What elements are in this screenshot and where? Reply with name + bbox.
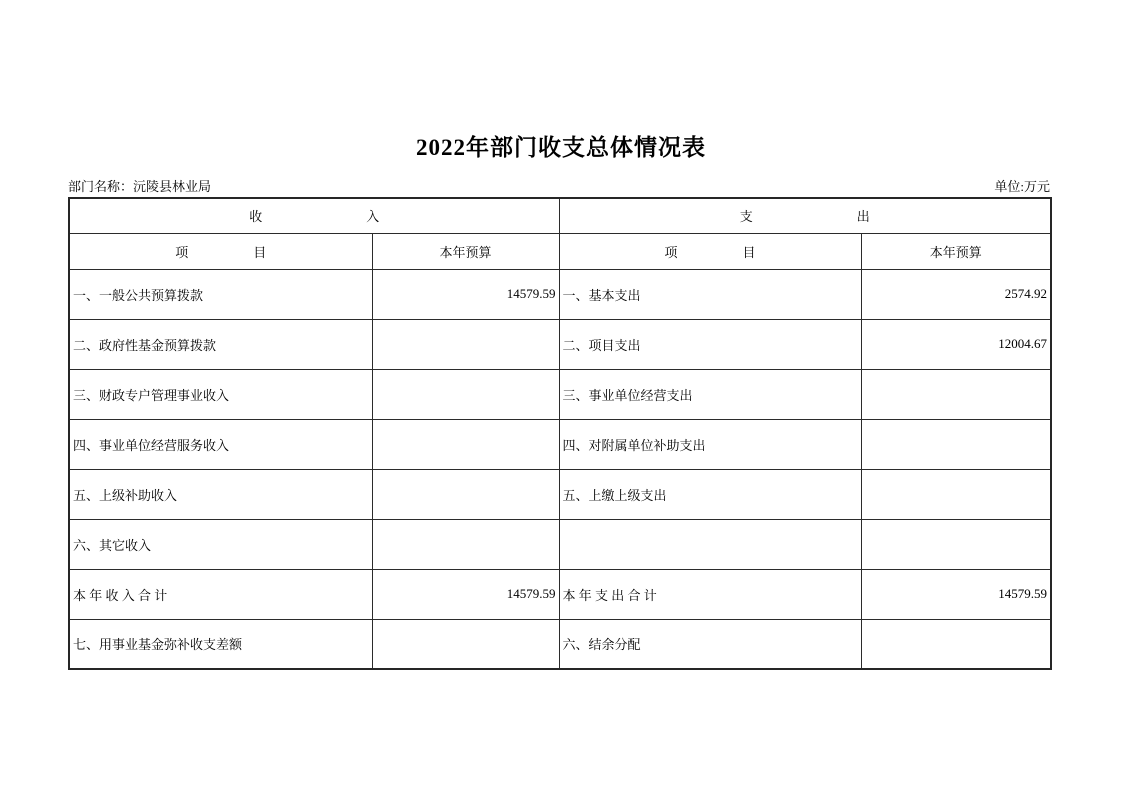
income-value-cell [372, 369, 559, 419]
page-title: 2022年部门收支总体情况表 [416, 135, 706, 160]
income-item-cell: 本 年 收 入 合 计 [69, 569, 372, 619]
expense-value-cell: 14579.59 [861, 569, 1051, 619]
table-row [69, 419, 1051, 469]
table-row [69, 569, 1051, 619]
income-item-cell: 六、其它收入 [69, 519, 372, 569]
column-header-row [69, 233, 1051, 269]
income-section-header: 收 入 [69, 198, 559, 233]
income-item-cell: 四、事业单位经营服务收入 [69, 419, 372, 469]
income-value-cell [372, 469, 559, 519]
expense-value-cell [861, 519, 1051, 569]
income-item-header: 项 目 [69, 233, 372, 269]
expense-item-cell: 三、事业单位经营支出 [559, 369, 861, 419]
expense-item-cell: 本 年 支 出 合 计 [559, 569, 861, 619]
income-value-cell [372, 319, 559, 369]
expense-item-header: 项 目 [559, 233, 861, 269]
income-value-cell [372, 619, 559, 669]
income-value-cell: 14579.59 [372, 269, 559, 319]
expense-value-cell [861, 369, 1051, 419]
expense-item-cell: 二、项目支出 [559, 319, 861, 369]
expense-section-header: 支 出 [559, 198, 1051, 233]
income-value-cell [372, 419, 559, 469]
department-name: 部门名称：沅陵县林业局 [68, 179, 212, 194]
table-row [69, 369, 1051, 419]
meta-row [68, 176, 1050, 195]
expense-value-cell: 2574.92 [861, 269, 1051, 319]
section-header-row [69, 198, 1051, 233]
table-row [69, 469, 1051, 519]
expense-item-cell: 一、基本支出 [559, 269, 861, 319]
income-item-cell: 二、政府性基金预算拨款 [69, 319, 372, 369]
table-row [69, 269, 1051, 319]
table-row [69, 319, 1051, 369]
unit-label: 单位:万元 [994, 179, 1050, 194]
expense-item-cell: 六、结余分配 [559, 619, 861, 669]
budget-table [68, 197, 1052, 670]
table-row [69, 519, 1051, 569]
income-budget-header: 本年预算 [372, 233, 559, 269]
expense-value-cell [861, 419, 1051, 469]
expense-value-cell [861, 469, 1051, 519]
expense-item-cell: 四、对附属单位补助支出 [559, 419, 861, 469]
expense-item-cell: 五、上缴上级支出 [559, 469, 861, 519]
income-item-cell: 五、上级补助收入 [69, 469, 372, 519]
expense-value-cell: 12004.67 [861, 319, 1051, 369]
expense-value-cell [861, 619, 1051, 669]
table-row [69, 619, 1051, 669]
income-item-cell: 一、一般公共预算拨款 [69, 269, 372, 319]
income-value-cell [372, 519, 559, 569]
income-value-cell: 14579.59 [372, 569, 559, 619]
expense-budget-header: 本年预算 [861, 233, 1051, 269]
income-item-cell: 三、财政专户管理事业收入 [69, 369, 372, 419]
expense-item-cell [559, 519, 861, 569]
income-item-cell: 七、用事业基金弥补收支差额 [69, 619, 372, 669]
